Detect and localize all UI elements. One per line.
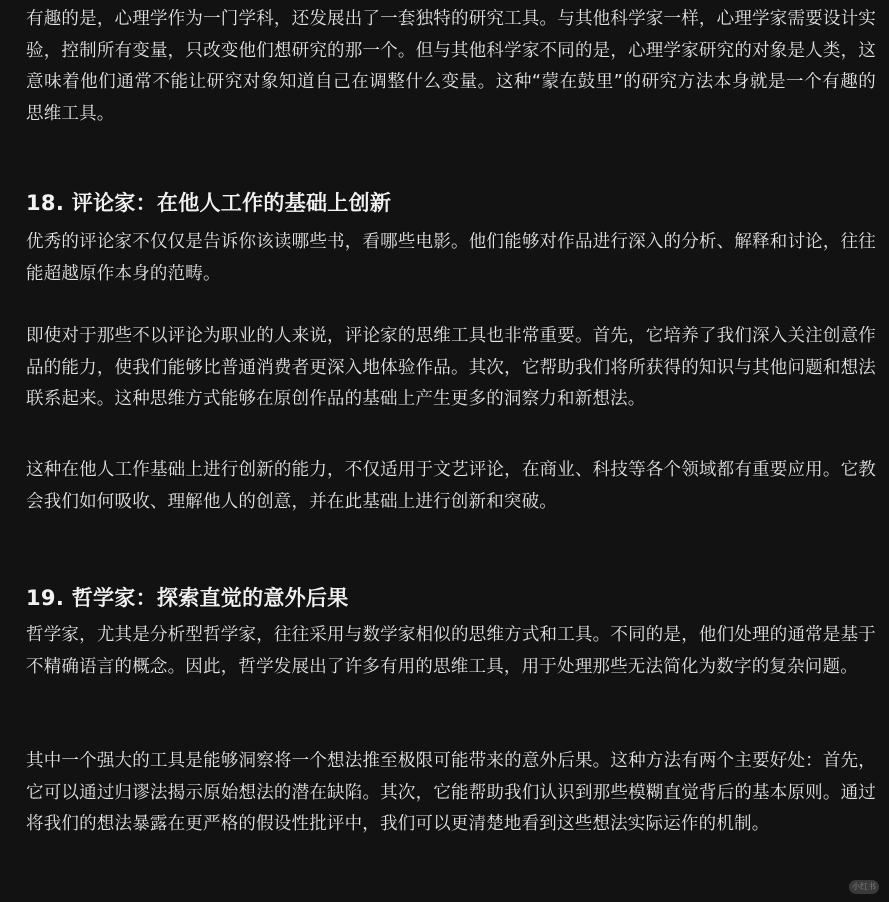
section-18-paragraph-2: 即使对于那些不以评论为职业的人来说，评论家的思维工具也非常重要。首先，它培养了我们深入关注创意作品的能力，使我们能够比普通消费者更深入地体验作品。其次，它帮助我们将所获得的知识与其他问题和想法联系起来。这种思维方式能够在原创作品的基础上产生更多的洞察力和新想法。 bbox=[26, 326, 876, 409]
section-19-paragraph-2: 其中一个强大的工具是能够洞察将一个想法推至极限可能带来的意外后果。这种方法有两个主要好处：首先，它可以通过归谬法揭示原始想法的潜在缺陷。其次，它能帮助我们认识到那些模糊直觉背后的基本原则。通过将我们的想法暴露在更严格的假设性批评中，我们可以更清楚地看到这些想法实际运作的机制。 bbox=[26, 751, 876, 834]
watermark-logo: 小红书 bbox=[849, 880, 879, 894]
section-19-heading: 19. 哲学家：探索直觉的意外后果 bbox=[26, 586, 349, 610]
section-19-paragraph-1: 哲学家，尤其是分析型哲学家，往往采用与数学家相似的思维方式和工具。不同的是，他们处理的通常是基于不精确语言的概念。因此，哲学发展出了许多有用的思维工具，用于处理那些无法简化为数字的复杂问题。 bbox=[26, 625, 876, 677]
section-18-paragraph-1: 优秀的评论家不仅仅是告诉你该读哪些书，看哪些电影。他们能够对作品进行深入的分析、解释和讨论，往往能超越原作本身的范畴。 bbox=[26, 232, 876, 284]
section-18-paragraph-3: 这种在他人工作基础上进行创新的能力，不仅适用于文艺评论，在商业、科技等各个领域都有重要应用。它教会我们如何吸收、理解他人的创意，并在此基础上进行创新和突破。 bbox=[26, 460, 876, 512]
section-18-heading: 18. 评论家：在他人工作的基础上创新 bbox=[26, 191, 392, 215]
intro-paragraph: 有趣的是，心理学作为一门学科，还发展出了一套独特的研究工具。与其他科学家一样，心理学家需要设计实验，控制所有变量，只改变他们想研究的那一个。但与其他科学家不同的是，心理学家研究的对象是人类，这意味着他们通常不能让研究对象知道自己在调整什么变量。这种“蒙在鼓里”的研究方法本身就是一个有趣的思维工具。 bbox=[26, 9, 876, 124]
